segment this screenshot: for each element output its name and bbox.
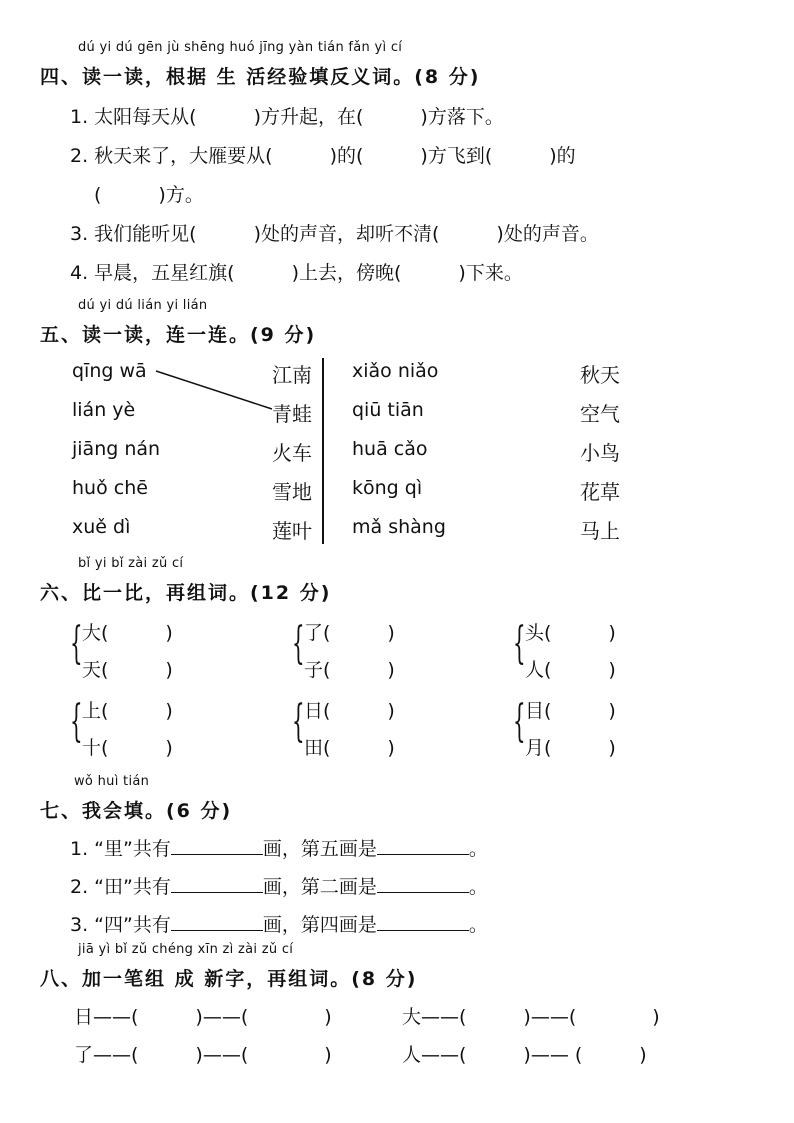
brace-4: { bbox=[70, 696, 83, 747]
blank-1a[interactable] bbox=[171, 836, 263, 855]
blank-3b[interactable] bbox=[377, 912, 469, 931]
pair-1a: 大( ) bbox=[82, 622, 173, 644]
blank-2b[interactable] bbox=[377, 874, 469, 893]
s4-q1: 1. 太阳每天从( )方升起，在( )方落下。 bbox=[70, 106, 504, 128]
s8-row2-left: 了——( )——( ) bbox=[74, 1044, 332, 1066]
s4-q3: 3. 我们能听见( )处的声音，却听不清( )处的声音。 bbox=[70, 223, 599, 245]
s5-pinyin: dú yi dú lián yi lián bbox=[78, 298, 208, 313]
s4-pinyin: dú yi dú gēn jù shēng huó jīng yàn tián fǎn yì cí bbox=[78, 40, 403, 55]
s4-title: 四、读一读，根据 生 活经验填反义词。(8 分) bbox=[40, 66, 481, 88]
s8-row2-right: 人——( )—— ( ) bbox=[402, 1044, 647, 1066]
right-char-1: 秋天 bbox=[580, 363, 620, 387]
brace-5: { bbox=[292, 696, 305, 747]
column-divider bbox=[322, 358, 324, 544]
brace-3: { bbox=[513, 618, 526, 669]
right-pinyin-4: kōng qì bbox=[352, 477, 423, 499]
pair-5b: 田( ) bbox=[304, 737, 395, 759]
right-pinyin-1: xiǎo niǎo bbox=[352, 360, 439, 382]
left-pinyin-2: lián yè bbox=[72, 399, 136, 421]
s6-title: 六、比一比，再组词。(12 分) bbox=[40, 582, 332, 604]
pair-2b: 子( ) bbox=[304, 659, 395, 681]
s5-title: 五、读一读，连一连。(9 分) bbox=[40, 324, 317, 346]
brace-2: { bbox=[292, 618, 305, 669]
right-char-5: 马上 bbox=[580, 519, 620, 543]
s7-item-3: 3. “四”共有 画，第四画是 。 bbox=[70, 914, 488, 936]
s7-pinyin: wǒ huì tián bbox=[74, 774, 150, 789]
pair-5a: 日( ) bbox=[304, 700, 395, 722]
pair-6a: 目( ) bbox=[525, 700, 616, 722]
left-pinyin-1: qīng wā bbox=[72, 360, 147, 382]
s8-pinyin: jiā yì bǐ zǔ chéng xīn zì zài zǔ cí bbox=[78, 942, 294, 957]
s7-item-1: 1. “里”共有 画，第五画是 。 bbox=[70, 838, 488, 860]
s4-q4: 4. 早晨，五星红旗( )上去，傍晚( )下来。 bbox=[70, 262, 523, 284]
pair-2a: 了( ) bbox=[304, 622, 395, 644]
brace-6: { bbox=[513, 696, 526, 747]
right-pinyin-5: mǎ shàng bbox=[352, 516, 446, 538]
s8-row1-right: 大——( )——( ) bbox=[402, 1006, 660, 1028]
left-char-3: 火车 bbox=[272, 441, 312, 465]
s7-item-2: 2. “田”共有 画，第二画是 。 bbox=[70, 876, 488, 898]
pair-3b: 人( ) bbox=[525, 659, 616, 681]
left-char-5: 莲叶 bbox=[272, 519, 312, 543]
blank-2a[interactable] bbox=[171, 874, 263, 893]
right-char-4: 花草 bbox=[580, 480, 620, 504]
left-pinyin-3: jiāng nán bbox=[72, 438, 161, 460]
left-char-4: 雪地 bbox=[272, 480, 312, 504]
pair-4b: 十( ) bbox=[82, 737, 173, 759]
s7-title: 七、我会填。(6 分) bbox=[40, 800, 233, 822]
brace-1: { bbox=[70, 618, 83, 669]
right-char-2: 空气 bbox=[580, 402, 620, 426]
s4-q2a: 2. 秋天来了，大雁要从( )的( )方飞到( )的 bbox=[70, 145, 576, 167]
blank-3a[interactable] bbox=[171, 912, 263, 931]
s6-pinyin: bǐ yi bǐ zài zǔ cí bbox=[78, 556, 184, 571]
left-char-2: 青蛙 bbox=[272, 402, 312, 426]
pair-3a: 头( ) bbox=[525, 622, 616, 644]
pair-1b: 天( ) bbox=[82, 659, 173, 681]
left-pinyin-4: huǒ chē bbox=[72, 477, 148, 499]
right-pinyin-3: huā cǎo bbox=[352, 438, 428, 460]
pair-6b: 月( ) bbox=[525, 737, 616, 759]
s8-title: 八、加一笔组 成 新字，再组词。(8 分) bbox=[40, 968, 418, 990]
right-char-3: 小鸟 bbox=[580, 441, 620, 465]
right-pinyin-2: qiū tiān bbox=[352, 399, 424, 421]
left-char-1: 江南 bbox=[272, 363, 312, 387]
left-pinyin-5: xuě dì bbox=[72, 516, 131, 538]
s4-q2b: ( )方。 bbox=[94, 184, 204, 206]
s8-row1-left: 日——( )——( ) bbox=[74, 1006, 332, 1028]
pair-4a: 上( ) bbox=[82, 700, 173, 722]
blank-1b[interactable] bbox=[377, 836, 469, 855]
